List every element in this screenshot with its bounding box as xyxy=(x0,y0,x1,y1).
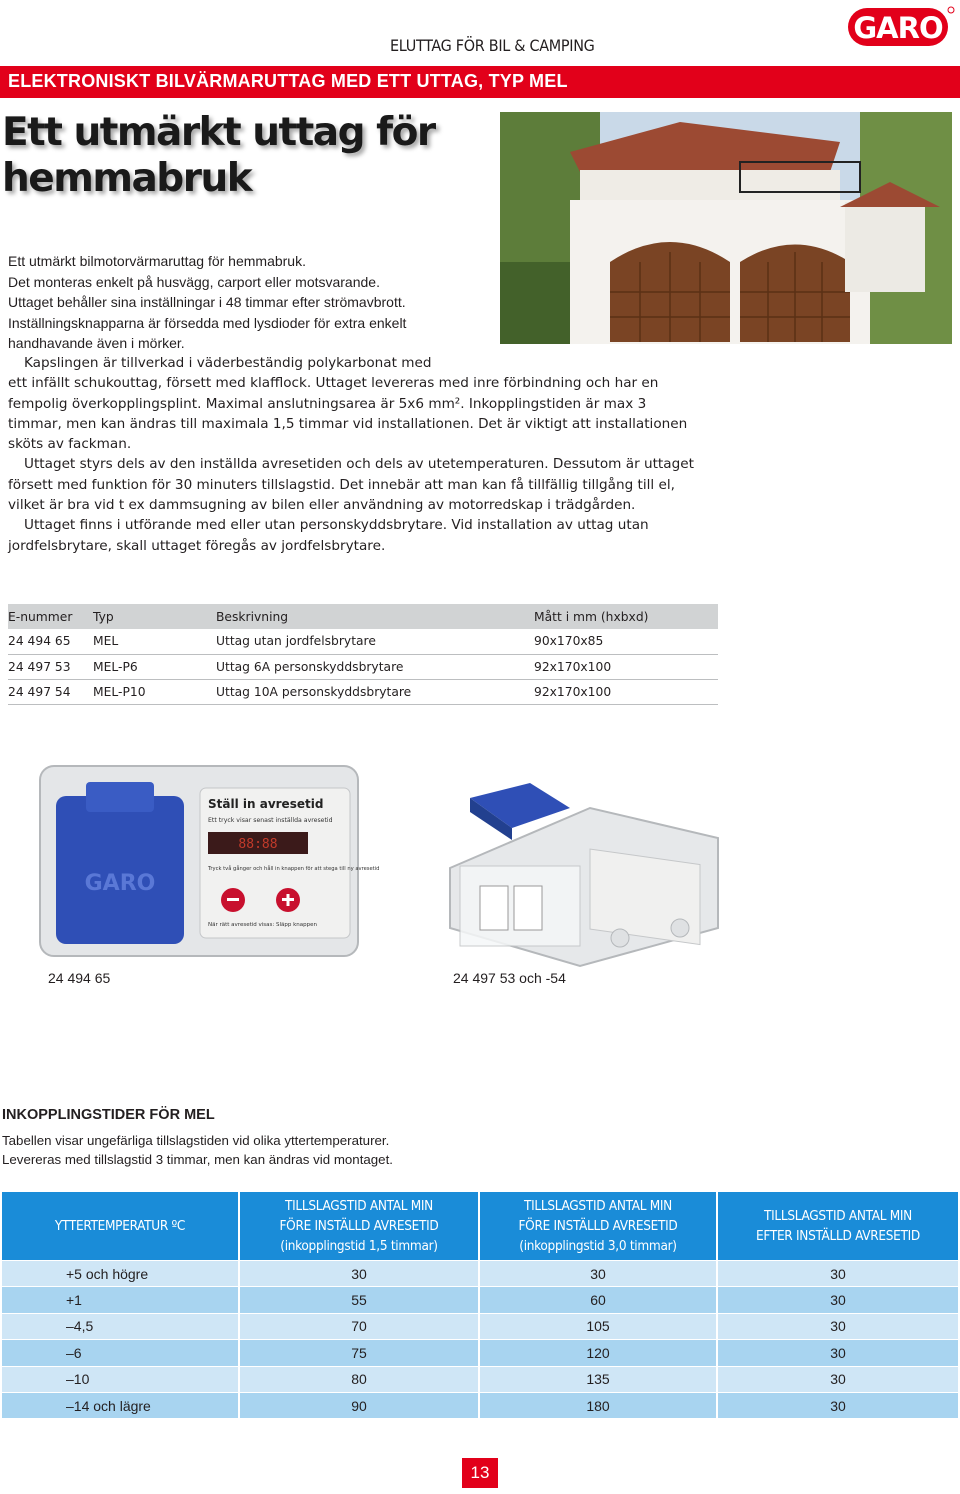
cell-value: 30 xyxy=(718,1366,958,1392)
cell-value: 30 xyxy=(718,1260,958,1286)
body-line: vilket är bra vid t ex dammsugning av bilen eller användning av motorredskap i trädgården. xyxy=(8,497,636,514)
header-beskrivning: Beskrivning xyxy=(216,604,534,629)
cell-typ: MEL-P10 xyxy=(93,679,216,704)
cell-matt: 92x170x100 xyxy=(534,654,718,679)
cell-value: 60 xyxy=(480,1286,718,1312)
section-text xyxy=(2,1131,393,1169)
product-logo-text: GARO xyxy=(84,871,156,896)
caption-product-1: 24 494 65 xyxy=(48,970,111,986)
cell-beskrivning: Uttag 6A personskyddsbrytare xyxy=(216,654,534,679)
cell-e-nummer: 24 494 65 xyxy=(8,629,93,654)
product-table-header xyxy=(8,604,718,629)
intro-line: handhavande även i mörker. xyxy=(8,335,185,351)
cell-value: 30 xyxy=(718,1313,958,1339)
device-title: Ställ in avresetid xyxy=(208,797,324,811)
cell-value: 105 xyxy=(480,1313,718,1339)
header-tillslag-efter: TILLSLAGSTID ANTAL MIN EFTER INSTÄLLD AVRESETID xyxy=(718,1192,958,1260)
body-line: Uttaget styrs dels av den inställda avresetiden och dels av utetemperaturen. Dessutom är uttaget xyxy=(24,456,694,473)
cell-e-nummer: 24 497 53 xyxy=(8,654,93,679)
cell-e-nummer: 24 497 54 xyxy=(8,679,93,704)
cell-value: 180 xyxy=(480,1392,718,1418)
cell-matt: 90x170x85 xyxy=(534,629,718,654)
table-row xyxy=(8,679,718,704)
table-row xyxy=(2,1260,958,1286)
intro-line: Det monteras enkelt på husvägg, carport eller motsvarande. xyxy=(8,273,380,290)
product-image-mel-p xyxy=(440,778,718,966)
device-done: När rätt avresetid visas: Släpp knappen xyxy=(208,922,318,928)
cell-temp: +5 och högre xyxy=(2,1260,240,1286)
body-line: timmar, men kan ändras till maximala 1,5 timmar vid installationen. Det är viktigt att installationen xyxy=(8,415,688,432)
cell-value: 135 xyxy=(480,1366,718,1392)
section-label: ELUTTAG FÖR BIL & CAMPING xyxy=(390,36,595,55)
body-line: sköts av fackman. xyxy=(8,436,132,453)
cell-value: 55 xyxy=(240,1286,480,1312)
product-image-mel xyxy=(38,762,380,960)
title-banner xyxy=(0,66,960,98)
body-line: jordfelsbrytare, skall uttaget föregås av jordfelsbrytare. xyxy=(8,537,386,554)
cell-temp: –10 xyxy=(2,1366,240,1392)
body-line: fempolig överkopplingsplint. Maximal anslutningsarea är 5x6 mm². Inkopplingstiden är max 3 xyxy=(8,395,647,412)
intro-line: Inställningsknapparna är försedda med lysdioder för extra enkelt xyxy=(8,314,407,331)
cell-temp: –4,5 xyxy=(2,1313,240,1339)
cell-value: 120 xyxy=(480,1339,718,1365)
banner-text: ELEKTRONISKT BILVÄRMARUTTAG MED ETT UTTAG, TYP MEL xyxy=(8,71,568,91)
cell-value: 90 xyxy=(240,1392,480,1418)
table-row xyxy=(2,1286,958,1312)
table-row xyxy=(2,1313,958,1339)
cell-value: 80 xyxy=(240,1366,480,1392)
cell-beskrivning: Uttag 10A personskyddsbrytare xyxy=(216,679,534,704)
intro-text xyxy=(8,251,488,354)
section-text-line: Tabellen visar ungefärliga tillslagstiden vid olika yttertemperaturer. xyxy=(2,1133,390,1148)
cell-value: 75 xyxy=(240,1339,480,1365)
caption-product-2: 24 497 53 och -54 xyxy=(453,970,566,986)
cell-matt: 92x170x100 xyxy=(534,679,718,704)
header-tillslag-15: TILLSLAGSTID ANTAL MIN FÖRE INSTÄLLD AVRESETID (inkopplingstid 1,5 timmar) xyxy=(240,1192,480,1260)
device-subtitle: Ett tryck visar senast inställda avresetid xyxy=(208,817,333,824)
page-number: 13 xyxy=(462,1458,498,1488)
header-e-nummer: E-nummer xyxy=(8,604,93,629)
cell-typ: MEL-P6 xyxy=(93,654,216,679)
header-matt: Mått i mm (hxbxd) xyxy=(534,604,718,629)
cell-temp: –6 xyxy=(2,1339,240,1365)
body-line: ett infällt schukouttag, försett med klafflock. Uttaget levereras med inre förbindning och har en xyxy=(8,375,659,392)
cell-value: 30 xyxy=(718,1339,958,1365)
cell-value: 30 xyxy=(480,1260,718,1286)
inkoppling-table-header xyxy=(2,1192,958,1260)
table-row xyxy=(2,1339,958,1365)
body-line: Uttaget finns i utförande med eller utan personskyddsbrytare. Vid installation av uttag utan xyxy=(24,517,649,534)
garage-photo xyxy=(500,112,952,344)
section-text-line: Levereras med tillslagstid 3 timmar, men kan ändras vid montaget. xyxy=(2,1152,393,1167)
body-text xyxy=(8,353,698,556)
garo-logo xyxy=(846,4,956,48)
section-heading: INKOPPLINGSTIDER FÖR MEL xyxy=(2,1107,215,1123)
cell-beskrivning: Uttag utan jordfelsbrytare xyxy=(216,629,534,654)
intro-line: Ett utmärkt bilmotorvärmaruttag för hemmabruk. xyxy=(8,253,306,269)
cell-value: 30 xyxy=(718,1392,958,1418)
logo-text: GARO xyxy=(853,11,943,45)
cell-value: 30 xyxy=(240,1260,480,1286)
header-typ: Typ xyxy=(93,604,216,629)
product-table xyxy=(8,604,718,705)
table-row xyxy=(8,629,718,654)
headline: Ett utmärkt uttag för hemmabruk xyxy=(2,110,435,201)
body-line: försett med funktion för 30 minuters tillslagstid. Det innebär att man kan få tillfällig tillgång till el, xyxy=(8,476,675,493)
table-row xyxy=(2,1392,958,1418)
header-tillslag-30: TILLSLAGSTID ANTAL MIN FÖRE INSTÄLLD AVRESETID (inkopplingstid 3,0 timmar) xyxy=(480,1192,718,1260)
table-row xyxy=(8,654,718,679)
body-line: Kapslingen är tillverkad i väderbeständig polykarbonat med xyxy=(24,355,432,371)
intro-line: Uttaget behåller sina inställningar i 48 timmar efter strömavbrott. xyxy=(8,294,406,310)
cell-typ: MEL xyxy=(93,629,216,654)
cell-value: 30 xyxy=(718,1286,958,1312)
svg-text:88:88: 88:88 xyxy=(238,837,278,852)
cell-temp: –14 och lägre xyxy=(2,1392,240,1418)
inkoppling-table xyxy=(2,1192,958,1418)
device-hint: Tryck två gånger och håll in knappen för att stega till ny avresetid xyxy=(208,866,380,872)
table-row xyxy=(2,1366,958,1392)
cell-temp: +1 xyxy=(2,1286,240,1312)
cell-value: 70 xyxy=(240,1313,480,1339)
header-yttertemperatur: YTTERTEMPERATUR ºC xyxy=(2,1192,240,1260)
